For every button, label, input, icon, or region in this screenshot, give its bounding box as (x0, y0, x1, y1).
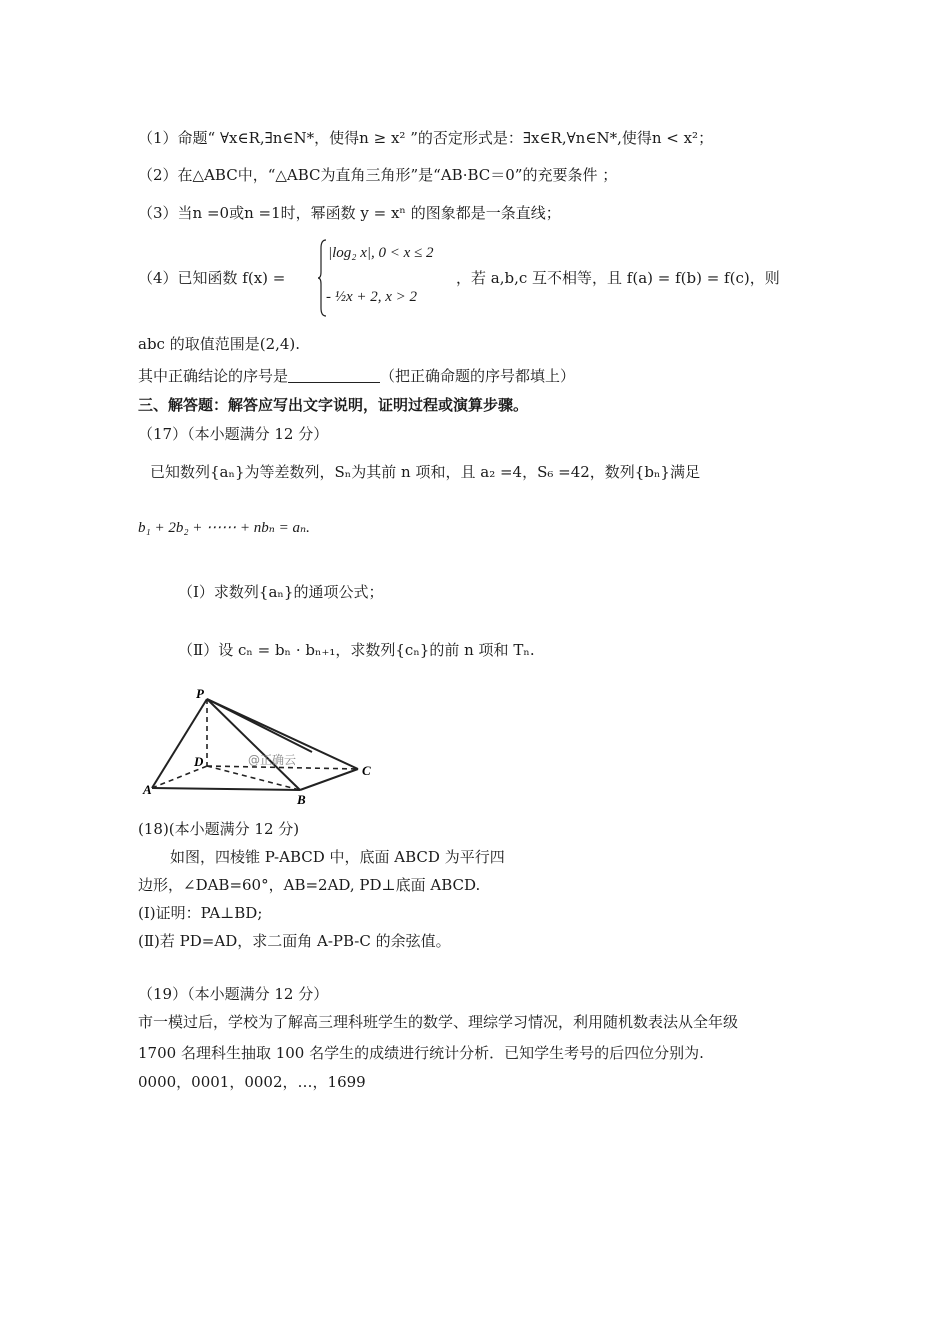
label-C: C (362, 763, 371, 778)
item-3: （3）当n =0或n =1时，幂函数 y = xⁿ 的图象都是一条直线； (138, 204, 561, 222)
item-1: （1）命题“ ∀x∈R,∃n∈N*，使得n ≥ x² ”的否定形式是：∃x∈R,∀n∈N*,使得n < x²； (138, 129, 714, 147)
q17-part-2: （Ⅱ）设 cₙ = bₙ · bₙ₊₁，求数列{cₙ}的前 n 项和 Tₙ. (178, 641, 535, 659)
q19-heading: （19）（本小题满分 12 分） (138, 985, 329, 1003)
item-4-cont: abc 的取值范围是(2,4). (138, 335, 301, 353)
q18-line-4: (Ⅱ)若 PD=AD，求二面角 A-PB-C 的余弦值。 (138, 932, 451, 950)
q18-heading: (18)(本小题满分 12 分) (138, 820, 300, 838)
item-2: （2）在△ABC中，“△ABC为直角三角形”是“AB·BC＝0”的充要条件 ； (138, 166, 618, 184)
q17-line-2: b₁ + 2b₂ + ⋯⋯ + nbₙ = aₙ. (138, 520, 310, 536)
label-D: D (194, 754, 204, 769)
section-3-heading: 三、解答题：解答应写出文字说明，证明过程或演算步骤。 (138, 396, 529, 414)
piecewise-case-1: |log₂ x|, 0 < x ≤ 2 (328, 245, 434, 261)
label-B: B (297, 792, 306, 807)
q19-line-2: 1700 名理科生抽取 100 名学生的成绩进行统计分析．已知学生考号的后四位分别为. (138, 1044, 704, 1062)
label-A: A (143, 782, 152, 797)
answer-line: 其中正确结论的序号是 （把正确命题的序号都填上） (138, 367, 576, 385)
q18-line-3: (Ⅰ)证明：PA⊥BD; (138, 904, 263, 922)
watermark: @正确云 (248, 753, 297, 767)
item-4-tail: ，若 a,b,c 互不相等，且 f(a) = f(b) = f(c)，则 (456, 269, 780, 287)
q17-part-1: （Ⅰ）求数列{aₙ}的通项公式； (178, 583, 384, 601)
q19-line-3: 0000，0001，0002，…，1699 (138, 1073, 366, 1091)
q19-line-1: 市一模过后，学校为了解高三理科班学生的数学、理综学习情况，利用随机数表法从全年级 (138, 1013, 739, 1031)
label-P: P (196, 686, 204, 701)
q17-heading: （17）（本小题满分 12 分） (138, 425, 329, 443)
answer-blank[interactable] (288, 368, 380, 383)
q17-line-1: 已知数列{aₙ}为等差数列，Sₙ为其前 n 项和，且 a₂ =4，S₆ =42，数列{bₙ}满足 (150, 463, 700, 481)
item-4-lead: （4）已知函数 f(x) = (138, 269, 286, 287)
q18-line-2: 边形，∠DAB=60°，AB=2AD, PD⊥底面 ABCD. (138, 876, 481, 894)
pyramid-figure (140, 686, 380, 808)
q18-line-1: 如图，四棱锥 P-ABCD 中，底面 ABCD 为平行四 (170, 848, 505, 866)
piecewise-case-2: - ½x + 2, x > 2 (326, 289, 418, 305)
